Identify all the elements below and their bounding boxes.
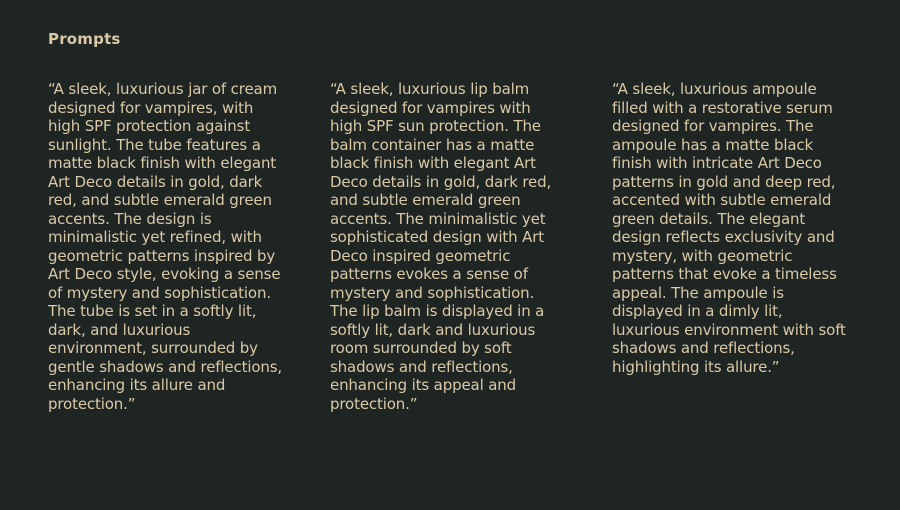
prompt-text-ampoule: “A sleek, luxurious ampoule filled with a restorative serum designed for vampires. The ampoule has a matte black finish with intricate Art Deco patterns in gold and deep red, accented with subtle emerald green details. The elegant design reflects exclusivity and mystery, with geometric patterns that evoke a timeless appeal. The ampoule is displayed in a dimly lit, luxurious environment with soft shadows and reflections, highlighting its allure.” <box>612 80 846 376</box>
prompts-grid <box>48 80 868 420</box>
prompt-text-cream-jar: “A sleek, luxurious jar of cream designed for vampires, with high SPF protection against sunlight. The tube features a matte black finish with elegant Art Deco details in gold, dark red, and subtle emerald green accents. The design is minimalistic yet refined, with geometric patterns inspired by Art Deco style, evoking a sense of mystery and sophistication. The tube is set in a softly lit, dark, and luxurious environment, surrounded by gentle shadows and reflections, enhancing its allure and protection.” <box>48 80 283 413</box>
prompt-text-lip-balm: “A sleek, luxurious lip balm designed for vampires with high SPF sun protection. The balm container has a matte black finish with elegant Art Deco details in gold, dark red, and subtle emerald green accents. The minimalistic yet sophisticated design with Art Deco inspired geometric patterns evokes a sense of mystery and sophistication. The lip balm is displayed in a softly lit, dark and luxurious room surrounded by soft shadows and reflections, enhancing its appeal and protection.” <box>330 80 552 413</box>
section-heading: Prompts <box>48 30 121 48</box>
